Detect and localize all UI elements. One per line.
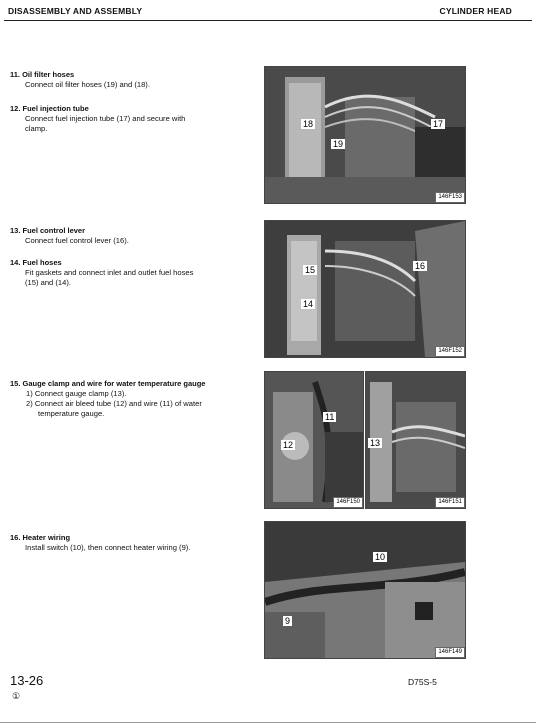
step-text: (15) and (14). <box>25 278 72 287</box>
step-14 <box>10 258 235 288</box>
photo-code: 146F153 <box>435 192 465 203</box>
step-text: 1) Connect gauge clamp (13). <box>26 389 127 398</box>
section-title: DISASSEMBLY AND ASSEMBLY <box>8 6 143 16</box>
photo-engine-image <box>265 522 465 658</box>
step-title: 16. Heater wiring <box>10 533 71 542</box>
revision-mark: ① <box>12 691 21 701</box>
step-15 <box>10 379 235 419</box>
model-number: D75S-5 <box>408 677 437 687</box>
step-text: Connect oil filter hoses (19) and (18). <box>25 80 150 89</box>
step-text: Fit gaskets and connect inlet and outlet fuel hoses <box>25 268 194 277</box>
callout-19: 19 <box>333 139 344 149</box>
photo-engine-image <box>265 67 465 203</box>
callout-17: 17 <box>433 119 444 129</box>
photo-code: 146F150 <box>333 497 363 508</box>
callout-10: 10 <box>375 552 386 562</box>
photo-code: 146F152 <box>435 346 465 357</box>
chapter-title: CYLINDER HEAD <box>439 6 512 16</box>
callout-11: 11 <box>325 412 335 422</box>
callout-18: 18 <box>303 119 314 129</box>
page-header <box>8 3 528 19</box>
step-13 <box>10 226 235 246</box>
photo-engine-image <box>265 221 465 357</box>
step-text: Connect fuel control lever (16). <box>25 236 129 245</box>
step-text: clamp. <box>25 124 48 133</box>
photo-fuel-lines <box>264 220 466 358</box>
callout-14: 14 <box>303 299 314 309</box>
step-title: 15. Gauge clamp and wire for water temperature gauge <box>10 379 206 388</box>
photo-oil-filter-hoses <box>264 66 466 204</box>
callout-15: 15 <box>305 265 316 275</box>
header-rule <box>4 20 532 21</box>
step-12 <box>10 104 235 134</box>
step-11 <box>10 70 235 90</box>
step-title: 13. Fuel control lever <box>10 226 86 235</box>
photo-engine-image <box>265 372 363 508</box>
step-text: Connect fuel injection tube (17) and secure with <box>25 114 186 123</box>
page-number: 13-26 <box>10 673 44 688</box>
photo-gauge-clamp <box>365 371 466 509</box>
step-title: 11. Oil filter hoses <box>10 70 75 79</box>
step-16 <box>10 533 235 553</box>
step-text: 2) Connect air bleed tube (12) and wire (11) of water <box>26 399 202 408</box>
step-text: temperature gauge. <box>38 409 105 418</box>
step-title: 12. Fuel injection tube <box>10 104 89 113</box>
callout-12: 12 <box>283 440 294 450</box>
photo-water-temp-gauge <box>264 371 364 509</box>
footer-rule <box>0 722 536 723</box>
callout-16: 16 <box>415 261 426 271</box>
photo-heater-wiring <box>264 521 466 659</box>
step-title: 14. Fuel hoses <box>10 258 62 267</box>
photo-code: 146F151 <box>435 497 465 508</box>
callout-13: 13 <box>370 438 381 448</box>
step-text: Install switch (10), then connect heater wiring (9). <box>25 543 191 552</box>
photo-code: 146F149 <box>435 647 465 658</box>
callout-9: 9 <box>285 616 291 626</box>
